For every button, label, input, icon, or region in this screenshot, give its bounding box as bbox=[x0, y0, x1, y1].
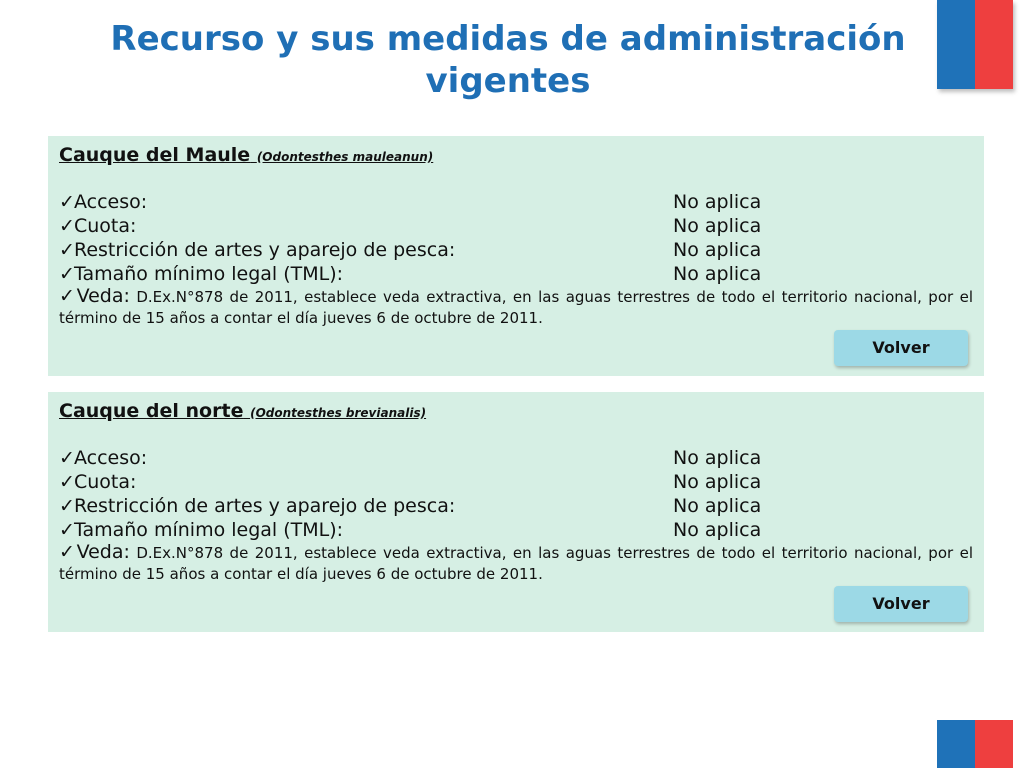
scientific-name: (Odontesthes mauleanun) bbox=[256, 150, 434, 164]
volver-button[interactable]: Volver bbox=[834, 330, 968, 366]
slide-title: Recurso y sus medidas de administración vigentes bbox=[110, 19, 906, 101]
check-icon: ✓ bbox=[59, 541, 77, 563]
volver-button[interactable]: Volver bbox=[834, 586, 968, 622]
list-item-tml: ✓Tamaño mínimo legal (TML): No aplica bbox=[59, 519, 762, 541]
list-item-acceso: ✓Acceso: No aplica bbox=[59, 191, 762, 213]
resource-card-maule bbox=[48, 136, 984, 376]
list-item-cuota: ✓Cuota: No aplica bbox=[59, 215, 762, 237]
check-icon: ✓ bbox=[59, 285, 77, 307]
scientific-name: (Odontesthes brevianalis) bbox=[250, 406, 427, 420]
check-icon: ✓ bbox=[59, 519, 75, 541]
veda-text: ✓Veda: D.Ex.N°878 de 2011, establece veda extractiva, en las aguas terrestres de todo el territorio nacional, por el término de 15 años a contar el día jueves 6 de octubre de 2011. bbox=[59, 541, 973, 583]
list-item-cuota: ✓Cuota: No aplica bbox=[59, 471, 762, 493]
flag-logo-top bbox=[937, 0, 1013, 89]
resource-card-norte bbox=[48, 392, 984, 632]
check-icon: ✓ bbox=[59, 263, 75, 285]
check-icon: ✓ bbox=[59, 495, 75, 517]
card-heading: Cauque del norte (Odontesthes brevianalis) bbox=[59, 400, 427, 422]
flag-logo-bottom bbox=[937, 720, 1013, 768]
list-item-acceso: ✓Acceso: No aplica bbox=[59, 447, 762, 469]
check-icon: ✓ bbox=[59, 191, 75, 213]
check-icon: ✓ bbox=[59, 215, 75, 237]
card-heading: Cauque del Maule (Odontesthes mauleanun) bbox=[59, 144, 434, 166]
list-item-restriccion: ✓Restricción de artes y aparejo de pesca: No aplica bbox=[59, 495, 762, 517]
list-item-tml: ✓Tamaño mínimo legal (TML): No aplica bbox=[59, 263, 762, 285]
check-icon: ✓ bbox=[59, 447, 75, 469]
check-icon: ✓ bbox=[59, 239, 75, 261]
check-icon: ✓ bbox=[59, 471, 75, 493]
veda-text: ✓Veda: D.Ex.N°878 de 2011, establece veda extractiva, en las aguas terrestres de todo el territorio nacional, por el término de 15 años a contar el día jueves 6 de octubre de 2011. bbox=[59, 285, 973, 327]
list-item-restriccion: ✓Restricción de artes y aparejo de pesca: No aplica bbox=[59, 239, 762, 261]
